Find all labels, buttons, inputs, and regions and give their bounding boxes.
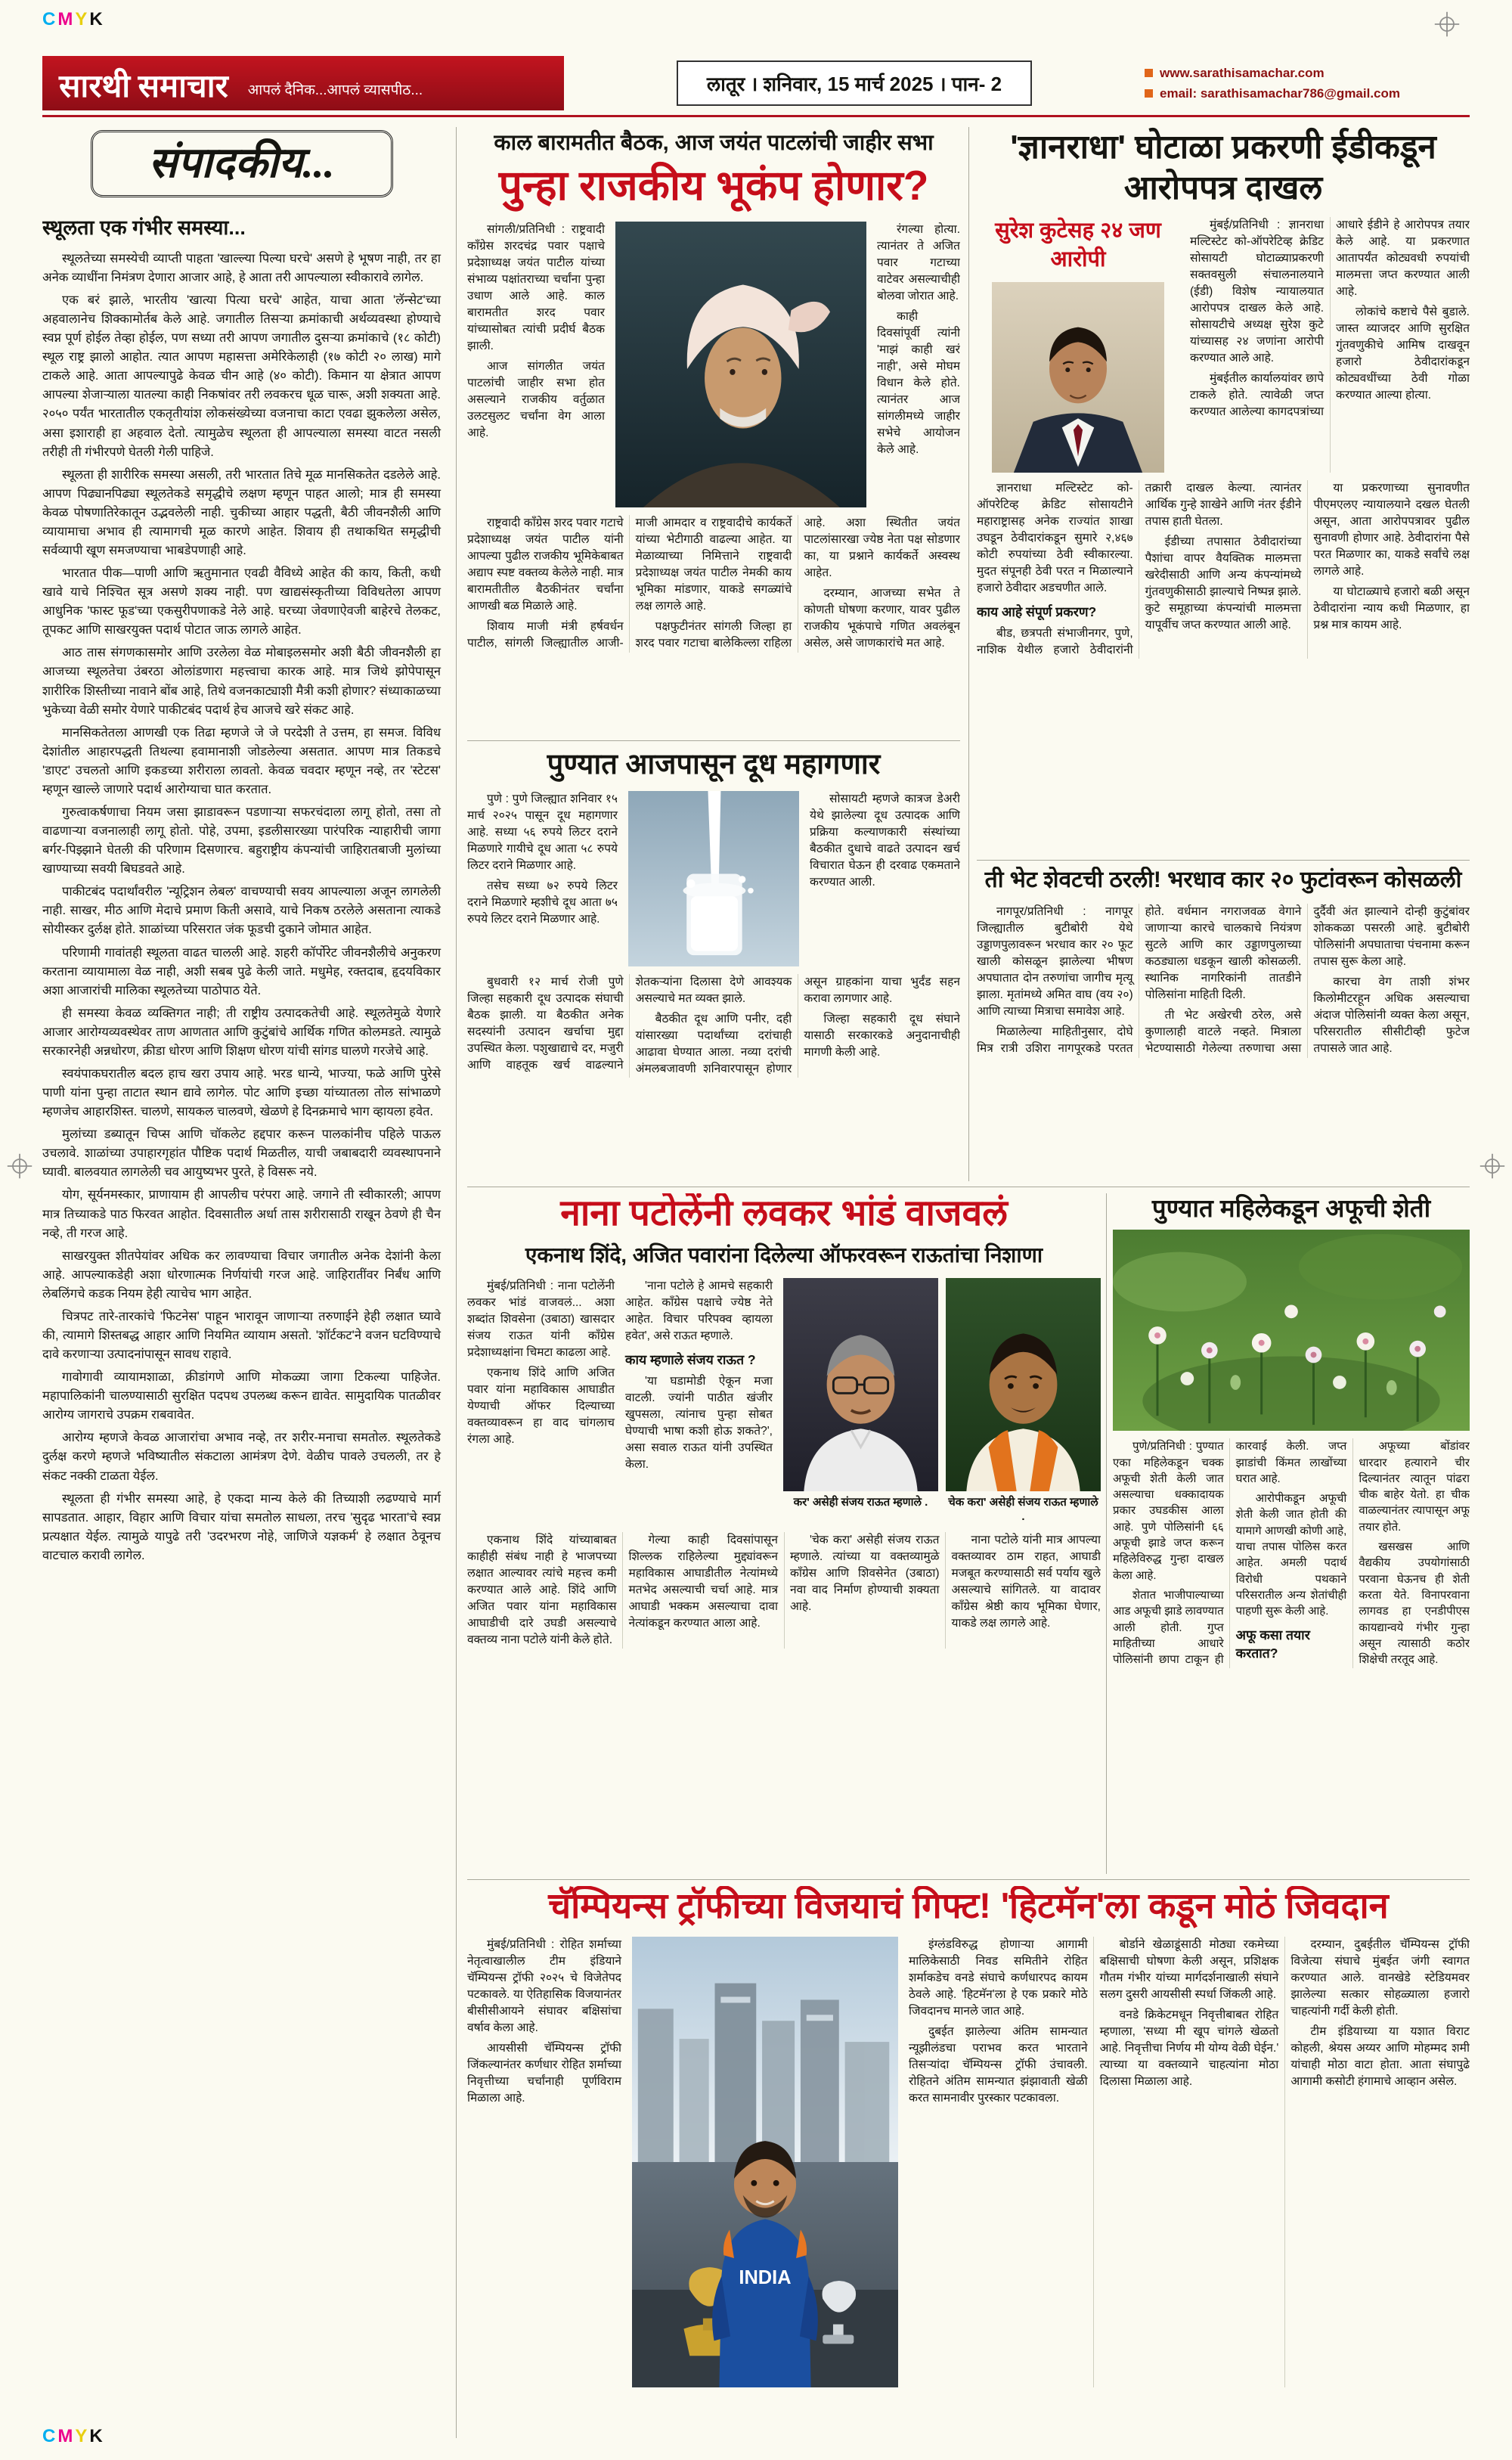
article-side-column: रंगल्या होत्या. त्यानंतर ते अजित पवार गटाच्या वाटेवर असल्याचीही बोलवा जोरात आहे. काही दिवसांपूर्वी त्यांनी 'माझं काही खरं नाही', असे मोघम विधान केले होते. त्यानंतर आज सांगलीमध्ये जाहीर सभेचे आयोजन केले आहे. xyxy=(877,222,960,456)
mail-icon xyxy=(1145,89,1153,98)
milk-glass-photo xyxy=(628,791,799,966)
jersey-text: INDIA xyxy=(739,2266,792,2288)
raut-photo-caption: कर' असेही संजय राऊत म्हणाले . xyxy=(793,1495,928,1509)
raut-quote-heading: काय म्हणाले संजय राऊत ? xyxy=(625,1351,756,1367)
article-top-row xyxy=(977,217,1470,472)
article-body-part2: अफूच्या बोंडांवर धारदार हत्याराने चीर दिल्यानंतर त्यातून पांढरा चीक बाहेर येतो. हा चीक वाळल्यानंतर त्यापासून अफू तयार होते. खसखस आणि वैद्यकीय उपयोगांसाठी परवाना घेऊनच ही शेती करता येते. विनापरवाना लागवड हा एनडीपीएस कायद्यान्वये गंभीर गुन्हा असून त्यासाठी कठोर शिक्षेची तरतूद आहे. xyxy=(1359,1440,1470,1667)
globe-icon xyxy=(1145,69,1153,77)
article-poppy-farming xyxy=(1113,1193,1470,1874)
section-divider xyxy=(467,740,960,741)
newspaper-tagline: आपलं दैनिक...आपलं व्यासपीठ... xyxy=(247,82,423,98)
cmyk-letter-c: C xyxy=(42,9,58,29)
article-body-columns: एकनाथ शिंदे यांच्याबाबत काहीही संबंध नाही हे भाजपच्या लक्षात आल्यावर त्यांचे महत्त्व कमी करण्यात आले आहे. शिंदे आणि अजित पवार यांना महाविकास आघाडीची दारे उघडी असल्याचे वक्तव्य नाना पटोले यांनी केले होते. गेल्या काही दिवसांपासून शिल्लक राहिलेल्या मुद्द्यांवरून महाविकास आघाडीतील नेत्यांमध्ये मतभेद असल्याची चर्चा आहे. मात्र आघाडी भक्कम असल्याचा दावा नेत्यांकडून करण्यात आला आहे. 'चेक करा' असेही संजय राऊत म्हणाले. त्यांच्या या वक्तव्यामुळे काँग्रेस आणि शिवसेनेत (उबाठा) नवा वाद निर्माण होण्याची शक्यता आहे. नाना पटोले यांनी मात्र आपल्या वक्तव्यावर ठाम राहत, आघाडी मजबूत करण्यासाठी सर्व पर्याय खुले असल्याचे सांगितले. या वादावर काँग्रेस श्रेष्ठी काय भूमिका घेणार, याकडे लक्ष लागले आहे. xyxy=(467,1533,1101,1646)
masthead-rule xyxy=(42,115,1470,117)
article-side-column: सोसायटी म्हणजे कात्रज डेअरी येथे झालेल्या दूध उत्पादक आणि प्रक्रिया कल्याणकारी संस्थांच्या बैठकीत दुधाचे वाढते उत्पादन खर्च विचारात घेऊन ही दरवाढ एकमताने करण्यात आली. xyxy=(810,793,960,889)
article-car-accident xyxy=(977,867,1470,1181)
article-quote-column xyxy=(625,1278,773,1525)
article-body-columns: बुधवारी १२ मार्च रोजी पुणे जिल्हा सहकारी दूध उत्पादक संघाची बैठक झाली. या बैठकीत अनेक सदस्यांनी उत्पादन खर्चाचा मुद्दा उपस्थित केला. पशुखाद्याचे दर, मजुरी आणि वाहतूक खर्च वाढल्याने शेतकऱ्यांना दिलासा देणे आवश्यक असल्याचे मत व्यक्त झाले. बैठकीत दूध आणि पनीर, दही यांसारख्या पदार्थांच्या दरांचाही आढावा घेण्यात आला. नव्या दरांची अंमलबजावणी शनिवारपासून होणार असून ग्राहकांना याचा भुर्दंड सहन करावा लागणार आहे. जिल्हा सहकारी दूध संघाने यासाठी सरकारकडे अनुदानाचीही मागणी केली आहे. xyxy=(467,976,960,1076)
quote-column-part2: 'या घडामोडी ऐकून मजा वाटली. ज्यांनी पाठीत खंजीर खुपसला, त्यांनाच पुन्हा सोबत घेण्याची भाषा कशी होऊ शकते?', असा सवाल राऊत यांनी उपस्थित केला. xyxy=(625,1374,773,1471)
editorial-column xyxy=(42,127,457,2438)
article-body-columns: राष्ट्रवादी काँग्रेस शरद पवार गटाचे प्रदेशाध्यक्ष जयंत पाटील यांनी आपल्या पुढील राजकीय भूमिकेबाबत अद्याप स्पष्ट वक्तव्य केलेले नाही. मात्र बारामतीतील बैठकीनंतर चर्चांना आणखी बळ मिळाले आहे. शिवाय माजी मंत्री हर्षवर्धन पाटील, सांगली जिल्ह्यातील आजी-माजी आमदार व राष्ट्रवादीचे कार्यकर्ते यांच्या भेटीगाठी वाढल्या आहेत. या मेळाव्याच्या निमित्ताने राष्ट्रवादी प्रदेशाध्यक्ष जयंत पाटील नेमकी काय भूमिका मांडणार, याकडे सगळ्यांचे लक्ष लागले आहे. पक्षफुटीनंतर सांगली जिल्हा हा शरद पवार गटाचा बालेकिल्ला राहिला आहे. अशा स्थितीत जयंत पाटलांसारखा ज्येष्ठ नेता पक्ष सोडणार का, या प्रश्नाने कार्यकर्ते अस्वस्थ आहेत. दरम्यान, आजच्या सभेत ते कोणती घोषणा करणार, यावर पुढील राजकीय भूकंपाचे गणित अवलंबून असेल, असे जाणकारांचे मत आहे. xyxy=(467,516,960,650)
article-dnyanradha-scam xyxy=(977,127,1470,855)
email-line xyxy=(1145,86,1470,101)
registration-crosshair-icon xyxy=(1433,11,1461,38)
jayant-patil-photo xyxy=(615,222,866,507)
article-lead-columns: मुंबई/प्रतिनिधी : ज्ञानराधा मल्टिस्टेट को-ऑपरेटिव्ह क्रेडिट सोसायटी घोटाळ्याप्रकरणी सक्तवसुली संचालनालयाने (ईडी) विशेष न्यायालयात आरोपपत्र दाखल केले आहे. सोसायटीचे अध्यक्ष सुरेश कुटे यांच्यासह २४ जणांना आरोपी करण्यात आले आहे. मुंबईतील कार्यालयांवर छापे टाकले होते. त्यावेळी जप्त करण्यात आलेल्या कागदपत्रांच्या आधारे ईडीने हे आरोपपत्र तयार केले आहे. या प्रकरणात आतापर्यंत कोट्यवधी रुपयांची मालमत्ता जप्त करण्यात आली आहे. लोकांचे कष्टाचे पैसे बुडाले. जास्त व्याजदर आणि सुरक्षित गुंतवणुकीचे आमिष दाखवून हजारो ठेवीदारांकडून कोट्यवधींच्या ठेवी गोळा करण्यात आल्या होत्या. xyxy=(1190,219,1470,419)
suresh-kute-photo xyxy=(992,282,1164,473)
column-divider xyxy=(968,127,969,1181)
editorial-body: स्थूलतेच्या समस्येची व्याप्ती पाहता 'खाल्ल्या पिल्या घरचे' असणे हे भूषण नाही, तर हा अनेक व्याधींना निमंत्रण देणारा आजार आहे, हे आता तरी आपल्याला स्वीकारावे लागेल. एक बरं झाले, भारतीय 'खात्या पित्या घरचे' आहेत, याचा आता 'लॅन्सेट'च्या अहवालानेच शिक्कामोर्तब केले आहे. जगातील तिसऱ्या क्रमांकाची अर्थव्यवस्था होण्याचे स्वप्न पूर्ण होईल तेव्हा होईल, पण सध्या तरी आपण जगातील दुसऱ्या क्रमांकाचे (१८ कोटी) स्थूल राष्ट्र झालो आहोत. त्यात आपण महासत्ता अमेरिकेलाही (१७ कोटी २० लाख) मागे टाकले आहे. आता आपल्यापुढे केवळ चीन आहे (४० कोटी). किमान या क्षेत्रात आपण आपल्या शेजाऱ्याला यातल्या काही निकषांवर तरी लवकरच धूळ चारू, अशी शक्यता आहे. २०५० पर्यंत भारतातील एकतृतीयांश लोकसंख्येच्या वजनाचा काटा एवढा झुकलेला असेल, असा इशाराही हा अहवाल देतो. त्यामुळेच स्थूलता ही आपल्याला समस्या वाटत नसली तरीही ती गंभीरपणे घेतली गेली पाहिजे. स्थूलता ही शारीरिक समस्या असली, तरी भारतात तिचे मूळ मानसिकतेत दडलेले आहे. आपण पिढ्यानपिढ्या स्थूलतेकडे समृद्धीचे लक्षण म्हणून पाहत आलो; मात्र ही समस्या केवळ पोषणातिरेकातून उद्भवलेली नाही. चुकीच्या आहार पद्धती, बैठी जीवनशैली आणि व्यायामाचा अभाव ही त्यामागची मूळ कारणे आहेत. शिवाय ही तथाकथित समृद्धीची सर्वव्यापी खूण समजण्याचा भाबडेपणाही आहे. भारतात पीक—पाणी आणि ऋतुमानात एवढी वैविध्ये आहेत की काय, किती, कधी खावे याचे निश्चित सूत्र असणे शक्य नाही. पण खाद्यसंस्कृतीच्या विविधतेला आपण आधुनिक 'फास्ट फूड'च्या एकसुरीपणाकडे नेले आहे. घरच्या जेवणाऐवजी बाहेरचे तेलकट, तूपकट आणि साखरयुक्त पदार्थ पोटात जाऊ लागले आहेत. आठ तास संगणकासमोर आणि उरलेला वेळ मोबाइलसमोर अशी बैठी जीवनशैली हा आजच्या स्थूलतेचा उंबरठा ओलांडणारा महत्त्वाचा कारक आहे. मात्र जिथे झोपेपासून शारीरिक शिस्तीच्या नावाने बोंब आहे, तिथे वजनकाट्याशी मैत्री कशी होणार? संध्याकाळच्या भुकेच्या वेळी समोर येणारे पाकीटबंद पदार्थ हेच आजचे खरे संकट आहे. मानसिकतेतला आणखी एक तिढा म्हणजे जे जे परदेशी ते उत्तम, हा समज. विविध देशांतील आहारपद्धती तिथल्या हवामानाशी जोडलेल्या असतात. आपण मात्र तिकडचे 'डाएट' उचलतो आणि इकडच्या शरीराला लावतो. केवळ चवदार म्हणून नव्हे, तर 'स्टेटस' म्हणून खाल्ले जाणारे पदार्थ आरोग्याचा घात करतात. गुरुत्वाकर्षणाचा नियम जसा झाडावरून पडणाऱ्या सफरचंदाला लागू होतो, तसा तो वाढणाऱ्या वजनालाही लागू होतो. पोहे, उपमा, इडलीसारख्या पारंपरिक न्याहारीची जागा बर्गर-पिझ्झाने घेतली की परिणाम दिसणारच. बहुराष्ट्रीय कंपन्यांची जाहिरातबाजी मुलांच्या खाण्याच्या सवयी बिघडवते आहे. पाकीटबंद पदार्थांवरील 'न्यूट्रिशन लेबल' वाचण्याची सवय आपल्याला अजून लागलेली नाही. साखर, मीठ आणि मेदाचे प्रमाण किती असावे, याचे निकष ठरलेले असताना त्याकडे सोयीस्कर दुर्लक्ष होते. शाळांच्या परिसरात जंक फूडची दुकाने जोमात आहेत. परिणामी गावांतही स्थूलता वाढत चालली आहे. शहरी कॉर्पोरेट जीवनशैलीचे अनुकरण करताना व्यायामाला वेळ नाही, अशी सबब पुढे केली जाते. मधुमेह, रक्तदाब, हृदयविकार अशा आजारांची मालिका स्थूलतेच्या पाठोपाठ येते. ही समस्या केवळ व्यक्तिगत नाही; ती राष्ट्रीय उत्पादकतेची आहे. स्थूलतेमुळे येणारे आजार आरोग्यव्यवस्थेवर ताण आणतात आणि कुटुंबांचे आर्थिक गणित कोलमडते. त्यामुळे सरकारनेही अन्नधोरण, क्रीडा धोरण आणि शिक्षण धोरण यांची सांगड घालणे गरजेचे आहे. स्वयंपाकघरातील बदल हाच खरा उपाय आहे. भरड धान्ये, भाज्या, फळे आणि पुरेसे पाणी यांना पुन्हा ताटात स्थान द्यावे लागेल. पोट आणि इच्छा यांच्यातला तोल सांभाळणे म्हणजेच आहारशिस्त. चालणे, सायकल चालवणे, खेळणे हे दिनक्रमाचे भाग व्हायला हवेत. मुलांच्या डब्यातून चिप्स आणि चॉकलेट हद्दपार करून पालकांनीच पहिले पाऊल उचलावे. शाळांच्या उपाहारगृहांत पौष्टिक पदार्थ मिळतील, याची जबाबदारी व्यवस्थापनाने घ्यावी. बालवयात लागलेली चव आयुष्यभर पुरते, हे विसरू नये. योग, सूर्यनमस्कार, प्राणायाम ही आपलीच परंपरा आहे. जगाने ती स्वीकारली; आपण मात्र तिच्याकडे पाठ फिरवत आहोत. दिवसातील अर्धा तास शरीरासाठी राखून ठेवणे ही चैन नव्हे, ती गरज आहे. साखरयुक्त शीतपेयांवर अधिक कर लावण्याचा विचार जगातील अनेक देशांनी केला आहे. आपल्याकडेही अशा धोरणात्मक निर्णयांची गरज आहे. जाहिरातींवर निर्बंध आणि लेबलिंगचे कडक नियम हेही त्याचेच भाग आहेत. चित्रपट तारे-तारकांचे 'फिटनेस' पाहून भारावून जाणाऱ्या तरुणाईने हेही लक्षात घ्यावे की, त्यामागे शिस्तबद्ध आहार आणि नियमित व्यायाम असतो. 'शॉर्टकट'ने वजन घटविण्याचे दावे करणाऱ्या उत्पादनांपासून सावध राहावे. गावोगावी व्यायामशाळा, क्रीडांगणे आणि मोकळ्या जागा टिकल्या पाहिजेत. महापालिकांनी चालण्यासाठी सुरक्षित पदपथ उपलब्ध करून द्यावेत. सामुदायिक पातळीवर आरोग्य जागराचे उपक्रम राबवावेत. आरोग्य म्हणजे केवळ आजारांचा अभाव नव्हे, तर शरीर-मनाचा समतोल. स्थूलतेकडे दुर्लक्ष करणे म्हणजे भविष्यातील संकटाला आमंत्रण देणे. वेळीच पावले उचलली, तर हे संकट नक्की टाळता येईल. स्थूलता ही गंभीर समस्या आहे, हे एकदा मान्य केले की तिच्याशी लढण्याचे मार्ग सापडतात. आहार, विहार आणि विचार यांचा समतोल साधला, तरच 'सुदृढ भारता'चे स्वप्न प्रत्यक्षात येईल. त्यामुळे यापुढे तरी 'उदरभरण नोहे, जाणिजे यज्ञकर्म' हे लक्षात ठेवूनच वाटचाल करावी लागेल. xyxy=(42,251,441,1562)
article-lead-column: सांगली/प्रतिनिधी : राष्ट्रवादी काँग्रेस शरदचंद्र पवार पक्षाचे प्रदेशाध्यक्ष जयंत पाटील यांच्या संभाव्य पक्षांतराच्या चर्चांना पुन्हा उधाण आले आहे. काल बारामतीत शरद पवार यांच्यासोबत त्यांची प्रदीर्घ बैठक झाली. आज सांगलीत जयंत पाटलांची जाहीर सभा होत असल्याने राजकीय वर्तुळात उलटसुलट चर्चांना वेग आला आहे. xyxy=(467,222,605,439)
cmyk-mark-bottom xyxy=(42,2426,105,2447)
article-headline: ती भेट शेवटची ठरली! भरधाव कार २० फुटांवरून कोसळली xyxy=(984,867,1462,892)
editorial-title-frame xyxy=(91,130,393,197)
article-patole-raut xyxy=(467,1193,1101,1874)
article-top-row xyxy=(467,1278,1101,1525)
article-milk-price xyxy=(467,747,960,1181)
section-divider xyxy=(977,860,1470,861)
article-headline: पुण्यात आजपासून दूध महागणार xyxy=(547,749,881,780)
article-top-row xyxy=(467,791,960,966)
section-divider xyxy=(467,1879,1470,1880)
contact-block xyxy=(1145,56,1470,110)
article-body-columns: इंग्लंडविरुद्ध होणाऱ्या आगामी मालिकेसाठी निवड समितीने रोहित शर्माकडेच वनडे संघाचे कर्णधारपद कायम ठेवले आहे. 'हिटमॅन'ला हे एक प्रकारे मोठे जिवदानच मानले जात आहे. दुबईत झालेल्या अंतिम सामन्यात न्यूझीलंडचा पराभव करत भारताने तिसऱ्यांदा चॅम्पियन्स ट्रॉफी उंचावली. रोहितने अंतिम सामन्यात झंझावाती खेळी करत सामनावीर पुरस्कार पटकावला. बोर्डाने खेळाडूंसाठी मोठ्या रकमेच्या बक्षिसाची घोषणा केली असून, प्रशिक्षक गौतम गंभीर यांच्या मार्गदर्शनाखाली संघाने सलग दुसरी आयसीसी स्पर्धा जिंकली आहे. वनडे क्रिकेटमधून निवृत्तीबाबत रोहित म्हणाला, 'सध्या मी खूप चांगले खेळतो आहे. निवृत्तीचा निर्णय मी योग्य वेळी घेईन.' त्याच्या या वक्तव्याने चाहत्यांना मोठा दिलासा मिळाला आहे. दरम्यान, दुबईतील चॅम्पियन्स ट्रॉफी विजेत्या संघाचे मुंबईत जंगी स्वागत करण्यात आले. वानखेडे स्टेडियमवर झालेल्या सत्कार सोहळ्याला हजारो चाहत्यांनी गर्दी केली होती. टीम इंडियाच्या या यशात विराट कोहली, श्रेयस अय्यर आणि मोहम्मद शमी यांचाही मोठा वाटा होता. आता संघापुढे आगामी कसोटी हंगामाचे आव्हान असेल. xyxy=(909,1937,1470,2105)
article-body-columns xyxy=(977,480,1470,659)
article-headline: चॅम्पियन्स ट्रॉफीच्या विजयाचं गिफ्ट! 'हिटमॅन'ला कडून मोठं जिवदान xyxy=(548,1886,1389,1925)
cmyk-letter-m: M xyxy=(57,9,76,29)
editorial-title: संपादकीय... xyxy=(148,140,335,187)
registration-crosshair-icon xyxy=(1479,1152,1506,1180)
patole-photo-block xyxy=(946,1278,1101,1525)
article-body-part1: पुणे/प्रतिनिधी : पुण्यात एका महिलेकडून चक्क अफूची शेती केली जात असल्याचा धक्कादायक प्रकार उघडकीस आला आहे. पुणे पोलिसांनी ६६ अफूची झाडे जप्त करून महिलेविरुद्ध गुन्हा दाखल केला आहे. शेतात भाजीपाल्याच्या आड अफूची झाडे लावण्यात आली होती. गुप्त माहितीच्या आधारे पोलिसांनी छापा टाकून ही कारवाई केली. जप्त झाडांची किंमत लाखोंच्या घरात आहे. आरोपीकडून अफूची शेती केली जात होती की यामागे आणखी कोणी आहे, याचा तपास पोलिस करत आहेत. अमली पदार्थ विरोधी पथकाने परिसरातील अन्य शेतांचीही पाहणी सुरू केली आहे. xyxy=(1113,1440,1347,1667)
cmyk-letter-y: Y xyxy=(75,9,90,29)
article-kicker: काल बारामतीत बैठक, आज जयंत पाटलांची जाहीर सभा xyxy=(494,131,934,155)
email-text: email: sarathisamachar786@gmail.com xyxy=(1160,85,1401,101)
article-headline: नाना पटोलेंनी लवकर भांडं वाजवलं xyxy=(560,1193,1008,1233)
article-lead-column: मुंबई/प्रतिनिधी : रोहित शर्माच्या नेतृत्वाखालील टीम इंडियाने चॅम्पियन्स ट्रॉफी २०२५ चे विजेतेपद पटकावले. या ऐतिहासिक विजयानंतर बीसीसीआयने संघावर बक्षिसांचा वर्षाव केला आहे. आयसीसी चॅम्पियन्स ट्रॉफी जिंकल्यानंतर कर्णधार रोहित शर्माच्या निवृत्तीच्या चर्चांनाही पूर्णविराम मिळाला आहे. xyxy=(467,1937,621,2105)
article-body-columns: नागपूर/प्रतिनिधी : नागपूर जिल्ह्यातील बुटीबोरी येथे उड्डाणपुलावरून भरधाव कार २० फूट खाली कोसळून झालेल्या भीषण अपघातात दोन तरुणांचा जागीच मृत्यू झाला. मृतांमध्ये अमित वाघ (वय २०) आणि त्याच्या मित्राचा समावेश आहे. मिळालेल्या माहितीनुसार, दोघे मित्र रात्री उशिरा नागपूरकडे परतत होते. वर्धमान नगराजवळ वेगाने जाणाऱ्या कारचे चालकाचे नियंत्रण सुटले आणि कार उड्डाणपुलाच्या कठड्याला धडकून खाली कोसळली. स्थानिक नागरिकांनी तातडीने पोलिसांना माहिती दिली. ती भेट अखेरची ठरेल, असे कुणालाही वाटले नव्हते. मित्राला भेटण्यासाठी गेलेल्या तरुणाचा असा दुर्दैवी अंत झाल्याने दोन्ही कुटुंबांवर शोककळा पसरली आहे. बुटीबोरी पोलिसांनी अपघाताचा पंचनामा करून तपास सुरू केला आहे. कारचा वेग ताशी शंभर किलोमीटरहून अधिक असल्याचा अंदाज पोलिसांनी व्यक्त केला असून, परिसरातील सीसीटीव्ही फुटेज तपासले जात आहे. xyxy=(977,904,1470,1055)
nana-patole-photo xyxy=(946,1278,1101,1491)
leaders-photo-pair xyxy=(783,1278,1101,1525)
patole-photo-caption: चेक करा' असेही संजय राऊत म्हणाले . xyxy=(948,1495,1098,1524)
newspaper-title: सारथी समाचार xyxy=(59,70,228,104)
article-photo-column xyxy=(977,217,1179,472)
article-headline: 'ज्ञानराधा' घोटाळा प्रकरणी ईडीकडून आरोपपत्र दाखल xyxy=(1010,129,1436,206)
masthead xyxy=(42,56,1470,110)
article-body-columns xyxy=(1113,1438,1470,1668)
article-political-earthquake xyxy=(467,127,960,737)
article-headline: पुन्हा राजकीय भूकंप होणार? xyxy=(498,162,929,209)
cmyk-mark-top xyxy=(42,9,105,30)
poppy-field-photo xyxy=(1113,1230,1470,1431)
article-headline: पुण्यात महिलेकडून अफूची शेती xyxy=(1151,1194,1431,1222)
website-text: www.sarathisamachar.com xyxy=(1160,65,1325,80)
rohit-sharma-photo xyxy=(632,1937,898,2387)
sanjay-raut-photo xyxy=(783,1278,938,1491)
editorial-heading: स्थूलता एक गंभीर समस्या... xyxy=(42,216,246,239)
cmyk-letter-y: Y xyxy=(75,2426,90,2446)
article-lead-column: मुंबई/प्रतिनिधी : नाना पटोलेंनी लवकर भांडं वाजवलं... अशा शब्दांत शिवसेना (उबाठा) खासदार संजय राऊत यांनी काँग्रेस प्रदेशाध्यक्षांना चिमटा काढला आहे. एकनाथ शिंदे आणि अजित पवार यांना महाविकास आघाडीत येण्याची ऑफर दिल्याच्या वक्तव्यावरून हा वाद चांगलाच रंगला आहे. xyxy=(467,1279,615,1446)
opium-process-heading: अफू कसा तयार करतात? xyxy=(1235,1627,1310,1661)
dateline-area xyxy=(579,56,1129,110)
cmyk-letter-k: K xyxy=(89,2426,105,2446)
quote-column-part1: 'नाना पटोले हे आमचे सहकारी आहेत. काँग्रेस पक्षाचे ज्येष्ठ नेते आहेत. विचार परिपक्व व्हायला हवेत', असे राऊत म्हणाले. xyxy=(625,1279,773,1342)
masthead-banner xyxy=(42,56,564,110)
column-divider xyxy=(1106,1193,1107,1874)
raut-photo-block xyxy=(783,1278,938,1510)
cmyk-letter-c: C xyxy=(42,2426,58,2446)
registration-crosshair-icon xyxy=(6,1152,33,1180)
article-lead-column: पुणे : पुणे जिल्ह्यात शनिवार १५ मार्च २०२५ पासून दूध महागणार आहे. सध्या ५६ रुपये लिटर दराने मिळणारे गायीचे दूध आता ५८ रुपये लिटर दराने मिळणार आहे. तसेच सध्या ७२ रुपये लिटर दराने मिळणारे म्हशीचे दूध आता ७५ रुपये लिटर दराने मिळणार आहे. xyxy=(467,793,618,926)
article-body-part2: बीड, छत्रपती संभाजीनगर, पुणे, नाशिक येथील हजारो ठेवीदारांनी तक्रारी दाखल केल्या. त्यानंतर आर्थिक गुन्हे शाखेने आणि नंतर ईडीने तपास हाती घेतला. ईडीच्या तपासात ठेवीदारांच्या पैशांचा वापर वैयक्तिक मालमत्ता खरेदीसाठी आणि अन्य कंपन्यांमध्ये गुंतवणुकीसाठी झाल्याचे निष्पन्न झाले. कुटे समूहाच्या कंपन्यांची मालमत्ता यापूर्वीच जप्त करण्यात आली आहे. या प्रकरणाच्या सुनावणीत पीएमएलए न्यायालयाने दखल घेतली असून, आता आरोपपत्रावर पुढील सुनावणी होणार आहे. ठेवीदारांना पैसे परत मिळणार का, याकडे सर्वांचे लक्ष लागले आहे. या घोटाळ्याचे हजारो बळी असून ठेवीदारांना न्याय कधी मिळणार, हा प्रश्न मात्र कायम आहे. xyxy=(977,481,1470,656)
article-subhead: एकनाथ शिंदे, अजित पवारांना दिलेल्या ऑफरवरून राऊतांचा निशाणा xyxy=(525,1242,1043,1267)
cmyk-letter-k: K xyxy=(89,9,105,29)
article-body-part1: ज्ञानराधा मल्टिस्टेट को-ऑपरेटिव्ह क्रेडिट सोसायटीने महाराष्ट्रासह अनेक राज्यांत शाखा उघडून ठेवीदारांकडून सुमारे २,४६७ कोटी रुपयांच्या ठेवी स्वीकारल्या. मुदत संपूनही ठेवी परत न मिळाल्याने हजारो ठेवीदार अडचणीत आले. xyxy=(977,481,1133,594)
cmyk-letter-m: M xyxy=(57,2426,76,2446)
dateline: लातूर । शनिवार, 15 मार्च 2025 । पान- 2 xyxy=(677,60,1032,106)
website-line xyxy=(1145,66,1470,81)
article-champions-trophy xyxy=(467,1886,1470,2426)
article-top-row xyxy=(467,222,960,507)
article-subhead: सुरेश कुटेसह २४ जण आरोपी xyxy=(995,219,1161,272)
case-detail-heading: काय आहे संपूर्ण प्रकरण? xyxy=(977,603,1097,619)
article-top-row xyxy=(467,1937,1470,2387)
